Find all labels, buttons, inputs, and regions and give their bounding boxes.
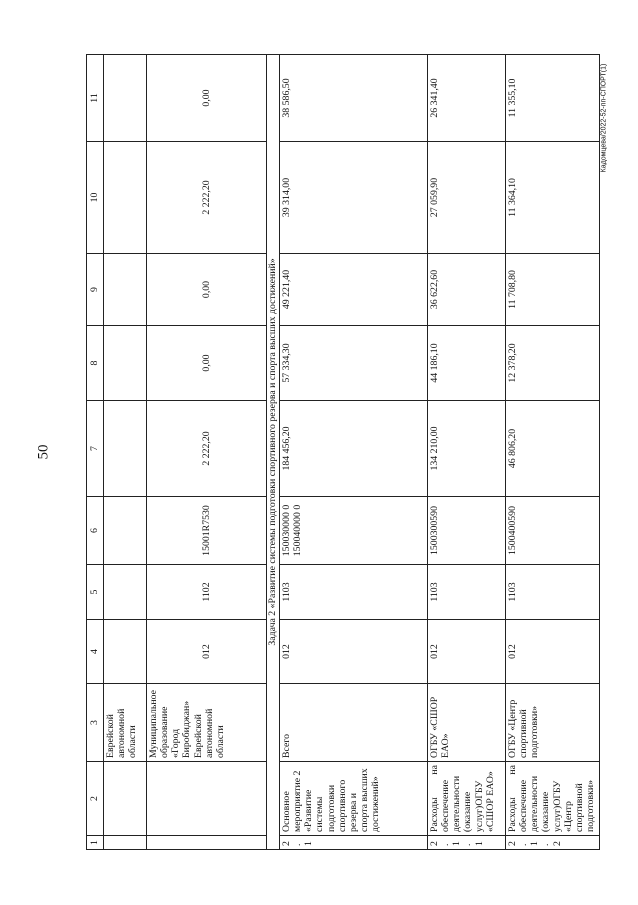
cell-col11: 11 355,10 xyxy=(506,55,600,142)
footer-code: Кадомцева/2022-52-пп-СПОРТ(1) xyxy=(600,63,608,173)
cell-col3: Еврейской автономной области xyxy=(104,684,147,762)
cell-col6: 1500300590 xyxy=(428,497,506,565)
task-heading: Задача 2 «Развитие системы подготовки спортивного резерва и спорта высших достижений» xyxy=(267,55,280,850)
cell-col10: 2 222,20 xyxy=(147,142,267,254)
cell-col3: Муниципальное образование «Город Биробиджан» Еврейской автономной области xyxy=(147,684,267,762)
cell-col8: 57 334,30 xyxy=(280,326,428,401)
cell-col4: 012 xyxy=(280,620,428,684)
cell-col9: 36 622,60 xyxy=(428,254,506,326)
cell-col11: 0,00 xyxy=(147,55,267,142)
rotated-table-container xyxy=(86,55,600,850)
cell-col11: 38 586,50 xyxy=(280,55,428,142)
cell-col5: 1103 xyxy=(280,565,428,620)
cell-col6: 150030000 0 150040000 0 xyxy=(280,497,428,565)
cell-col7: 134 210,00 xyxy=(428,401,506,497)
row-executor: Всего xyxy=(280,684,428,762)
row-number: 2.1.1 xyxy=(428,836,506,850)
cell-col7: 46 806,20 xyxy=(506,401,600,497)
column-numbers-row xyxy=(87,55,104,850)
table-row xyxy=(506,55,600,850)
row-number: 2.1 xyxy=(280,836,428,850)
col-num-1: 1 xyxy=(87,836,104,850)
row-executor: ОГБУ «СШОР ЕАО» xyxy=(428,684,506,762)
cell-col6: 1500400590 xyxy=(506,497,600,565)
cell-col8: 0,00 xyxy=(147,326,267,401)
cell-col4: 012 xyxy=(506,620,600,684)
cell-col10: 27 059,90 xyxy=(428,142,506,254)
table-row xyxy=(428,55,506,850)
col-num-4: 4 xyxy=(87,620,104,684)
col-num-10: 10 xyxy=(87,142,104,254)
cell-col5: 1103 xyxy=(428,565,506,620)
cell-col4: 012 xyxy=(147,620,267,684)
row-name: Расходы на обеспечение деятельности (оказание услуг)ОГБУ «Центр спортивной подготовки» xyxy=(506,762,600,836)
budget-table xyxy=(86,54,600,850)
cell-col10: 39 314,00 xyxy=(280,142,428,254)
cell-col10: 11 364,10 xyxy=(506,142,600,254)
row-executor: ОГБУ «Центр спортивной подготовки» xyxy=(506,684,600,762)
row-name: Основное мероприятие 2 «Развитие системы подготовки спортивного резерва и спорта высших достижений» xyxy=(280,762,428,836)
table-row xyxy=(104,55,147,850)
cell-col4: 012 xyxy=(428,620,506,684)
cell-col7: 184 456,20 xyxy=(280,401,428,497)
task-heading-row xyxy=(267,55,280,850)
cell-col11: 26 341,40 xyxy=(428,55,506,142)
cell-col9: 11 708,80 xyxy=(506,254,600,326)
row-name: Расходы на обеспечение деятельности (оказание услуг)ОГБУ «СШОР ЕАО» xyxy=(428,762,506,836)
col-num-8: 8 xyxy=(87,326,104,401)
col-num-11: 11 xyxy=(87,55,104,142)
cell-col8: 12 378,20 xyxy=(506,326,600,401)
cell-col5: 1102 xyxy=(147,565,267,620)
cell-col5: 1103 xyxy=(506,565,600,620)
col-num-2: 2 xyxy=(87,762,104,836)
cell-col6: 15001R7530 xyxy=(147,497,267,565)
page-number: 50 xyxy=(35,444,52,460)
cell-col9: 49 221,40 xyxy=(280,254,428,326)
cell-col8: 44 186,10 xyxy=(428,326,506,401)
row-number: 2.1.2 xyxy=(506,836,600,850)
col-num-6: 6 xyxy=(87,497,104,565)
cell-col9: 0,00 xyxy=(147,254,267,326)
col-num-7: 7 xyxy=(87,401,104,497)
col-num-3: 3 xyxy=(87,684,104,762)
table-row xyxy=(147,55,267,850)
col-num-5: 5 xyxy=(87,565,104,620)
table-row xyxy=(280,55,428,850)
cell-col7: 2 222,20 xyxy=(147,401,267,497)
col-num-9: 9 xyxy=(87,254,104,326)
